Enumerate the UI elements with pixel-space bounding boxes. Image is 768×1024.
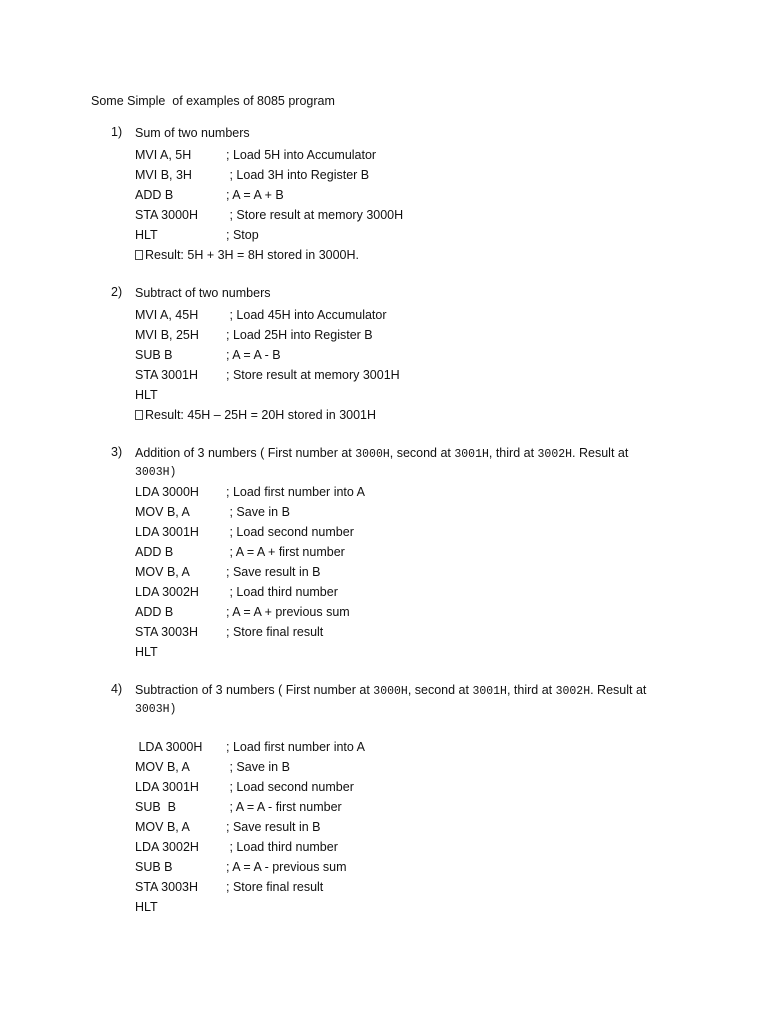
code-line [135,305,387,325]
instruction: HLT [135,900,158,914]
address-code: 3001H [454,448,489,461]
comment: ; Load first number into A [226,740,365,754]
section-number: 2) [111,285,123,299]
result-line [135,405,376,425]
code-line [135,877,324,897]
instruction: LDA 3000H [135,485,199,499]
address-code: 3003H) [135,466,177,479]
code-line [135,817,321,837]
instruction: LDA 3001H [135,780,199,794]
instruction: LDA 3002H [135,840,199,854]
instruction: SUB B [135,348,173,362]
code-line [135,385,158,405]
address-code: 3002H [537,448,573,461]
comment: ; A = A + previous sum [226,605,350,619]
heading-text: . Result at [572,446,629,460]
section-number: 1) [111,125,123,139]
result-text: Result: 5H + 3H = 8H stored in 3000H. [145,248,360,262]
instruction: MOV B, A [135,760,190,774]
address-code: 3000H [373,685,408,698]
code-line [135,345,281,365]
heading-text: Subtraction of 3 numbers ( First number at [135,683,374,697]
code-line [135,797,342,817]
code-line [135,205,404,225]
comment: ; A = A - previous sum [226,860,347,874]
instruction: STA 3003H [135,880,199,894]
result-text: Result: 45H – 25H = 20H stored in 3001H [145,408,377,422]
code-line [135,185,284,205]
code-line [135,562,321,582]
instruction: SUB B [135,800,176,814]
heading-text: , third at [488,446,538,460]
comment: ; Load 3H into Register B [226,168,370,182]
heading-text: , second at [407,683,473,697]
address-code: 3001H [472,685,507,698]
instruction: SUB B [135,860,173,874]
section-heading [135,445,665,481]
comment: ; Store result at memory 3000H [226,208,404,222]
comment: ; Stop [226,228,259,242]
comment: ; A = A + B [226,188,284,202]
instruction: HLT [135,645,158,659]
code-line [135,225,259,245]
code-line [135,325,373,345]
comment: ; Save in B [226,760,290,774]
heading-text: , third at [506,683,556,697]
address-code: 3002H [555,685,591,698]
section-heading: Sum of two numbers [135,126,250,140]
heading-text: Addition of 3 numbers ( First number at [135,446,356,460]
section-number: 4) [111,682,123,696]
code-line [135,737,365,757]
comment: ; Load second number [226,525,354,539]
instruction: MVI B, 25H [135,328,199,342]
instruction: LDA 3000H [135,740,203,754]
comment: ; Load third number [226,840,338,854]
section-heading [135,682,665,718]
code-line [135,145,377,165]
address-code: 3003H) [135,703,177,716]
result-checkbox-icon [135,410,143,420]
comment: ; Load 5H into Accumulator [226,148,377,162]
code-line [135,857,347,877]
comment: ; Load third number [226,585,338,599]
instruction: HLT [135,388,158,402]
comment: ; Save result in B [226,565,321,579]
instruction: HLT [135,228,158,242]
code-line [135,602,350,622]
code-line [135,482,365,502]
code-line [135,757,290,777]
code-line [135,837,338,857]
address-code: 3000H [355,448,390,461]
instruction: ADD B [135,605,174,619]
code-line [135,582,338,602]
page-title: Some Simple of examples of 8085 program [91,94,335,108]
instruction: MOV B, A [135,505,190,519]
comment: ; Save in B [226,505,290,519]
section-heading: Subtract of two numbers [135,286,271,300]
section-number: 3) [111,445,123,459]
heading-text: . Result at [590,683,647,697]
instruction: LDA 3002H [135,585,199,599]
comment: ; Store result at memory 3001H [226,368,400,382]
code-line [135,642,158,662]
instruction: LDA 3001H [135,525,199,539]
comment: ; Load 45H into Accumulator [226,308,387,322]
instruction: MVI B, 3H [135,168,192,182]
comment: ; Store final result [226,625,324,639]
result-checkbox-icon [135,250,143,260]
comment: ; A = A + first number [226,545,345,559]
comment: ; Save result in B [226,820,321,834]
comment: ; Load 25H into Register B [226,328,373,342]
comment: ; A = A - B [226,348,281,362]
comment: ; Store final result [226,880,324,894]
comment: ; Load second number [226,780,354,794]
code-line [135,542,345,562]
comment: ; A = A - first number [226,800,342,814]
comment: ; Load first number into A [226,485,365,499]
instruction: STA 3003H [135,625,199,639]
instruction: ADD B [135,188,174,202]
code-line [135,502,290,522]
instruction: MVI A, 45H [135,308,199,322]
instruction: ADD B [135,545,174,559]
instruction: STA 3001H [135,368,199,382]
code-line [135,165,370,185]
heading-text: , second at [389,446,455,460]
result-line [135,245,359,265]
code-line [135,365,400,385]
instruction: MOV B, A [135,820,190,834]
instruction: MOV B, A [135,565,190,579]
code-line [135,777,354,797]
instruction: MVI A, 5H [135,148,192,162]
code-line [135,897,158,917]
code-line [135,522,354,542]
instruction: STA 3000H [135,208,199,222]
code-line [135,622,324,642]
